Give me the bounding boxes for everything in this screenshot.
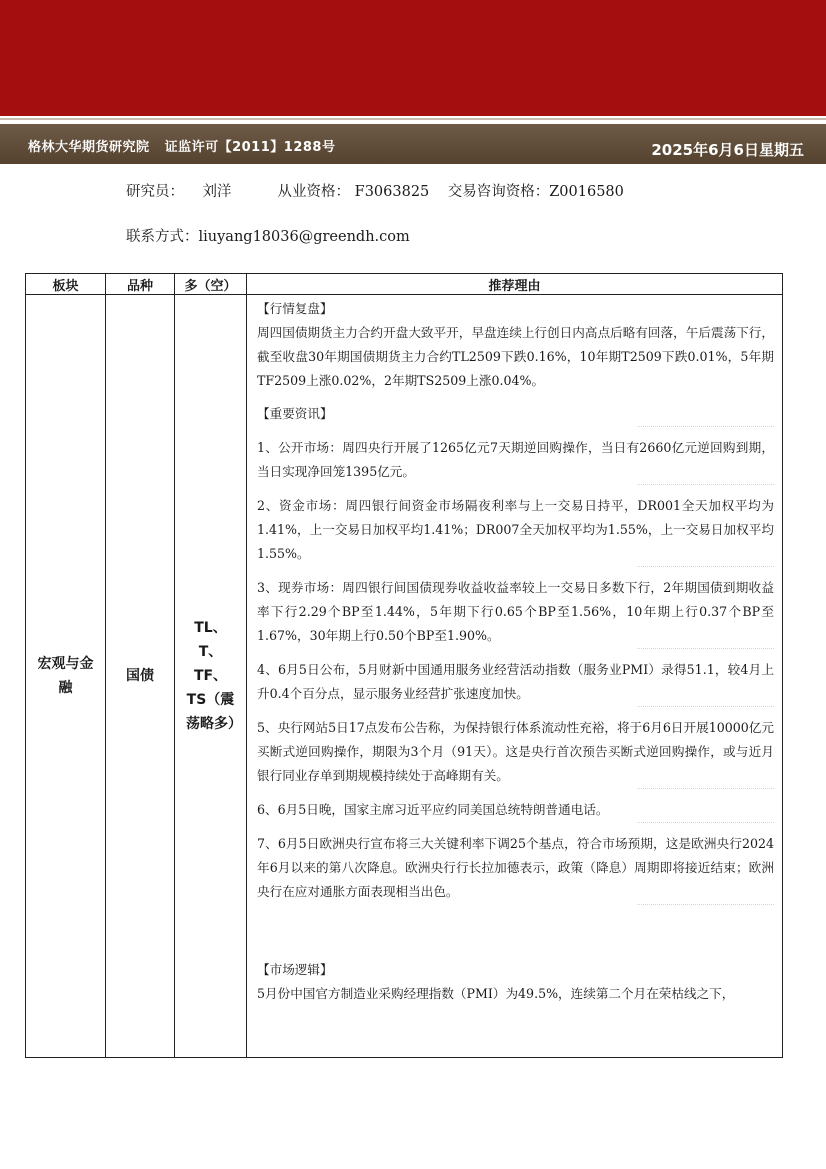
- consult-label: 交易咨询资格：: [447, 184, 550, 200]
- sector-text: 宏观与金融: [37, 656, 94, 696]
- institute-name: 格林大华期货研究院: [28, 140, 150, 155]
- news-item: 3、现券市场：周四银行间国债现券收益收益率较上一交易日多数下行，2年期国债到期收益率下行2.29个BP至1.44%，5年期下行0.65个BP至1.56%，10年期上行0.37个BP至1.67%，30年期上行0.50个BP至1.90%。: [257, 580, 774, 643]
- divider: [637, 426, 774, 436]
- divider: [637, 566, 774, 576]
- qualification-number: F3063825: [354, 184, 430, 200]
- news-heading: 【重要资讯】: [257, 406, 333, 421]
- direction-text: TL、T、TF、TS（震荡略多）: [186, 620, 242, 732]
- news-item: 2、资金市场：周四银行间资金市场隔夜利率与上一交易日持平，DR001全天加权平均为1.41%，上一交易日加权平均1.41%；DR007全天加权平均为1.55%，上一交易日加权平均1.55%。: [257, 498, 774, 561]
- sector-cell: [26, 295, 106, 1058]
- divider: [637, 904, 774, 914]
- header-product: 品种: [106, 274, 175, 295]
- reason-cell: [247, 295, 783, 1058]
- recommendation-table: [25, 273, 783, 1058]
- table-row: [26, 295, 783, 1058]
- market-review-text: 周四国债期货主力合约开盘大致平开，早盘连续上行创日内高点后略有回落，午后震荡下行，截至收盘30年期国债期货主力合约TL2509下跌0.16%，10年期T2509下跌0.01%，5年期TF2509上涨0.02%，2年期TS2509上涨0.04%。: [257, 325, 774, 388]
- header-divider: [0, 118, 826, 120]
- info-bar: [0, 124, 826, 164]
- news-item: 7、6月5日欧洲央行宣布将三大关键利率下调25个基点，符合市场预期，这是欧洲央行2024年6月以来的第八次降息。欧洲央行行长拉加德表示，政策（降息）周期即将接近结束；欧洲央行在应对通胀方面表现相当出色。: [257, 836, 774, 899]
- news-item: 1、公开市场：周四央行开展了1265亿元7天期逆回购操作，当日有2660亿元逆回购到期，当日实现净回笼1395亿元。: [257, 440, 774, 479]
- contact-email: liuyang18036@greendh.com: [198, 229, 410, 245]
- logic-heading: 【市场逻辑】: [257, 962, 333, 977]
- qualification-label: 从业资格：: [277, 184, 351, 200]
- consult-number: Z0016580: [549, 184, 624, 200]
- header-sector: 板块: [26, 274, 106, 295]
- news-item: 4、6月5日公布，5月财新中国通用服务业经营活动指数（服务业PMI）录得51.1，较4月上升0.4个百分点，显示服务业经营扩张速度加快。: [257, 662, 774, 701]
- researcher-name: 刘洋: [202, 184, 232, 200]
- news-item: 5、央行网站5日17点发布公告称，为保持银行体系流动性充裕，将于6月6日开展10000亿元买断式逆回购操作，期限为3个月（91天）。这是央行首次预告买断式逆回购操作，或与近月银行同业存单到期规模持续处于高峰期有关。: [257, 720, 774, 783]
- contact-line: [126, 225, 410, 246]
- institute-license: [28, 136, 335, 155]
- report-date: 2025年6月6日星期五: [651, 141, 804, 159]
- divider: [637, 822, 774, 832]
- logic-text: 5月份中国官方制造业采购经理指数（PMI）为49.5%，连续第二个月在荣枯线之下，: [257, 986, 735, 1001]
- divider: [637, 706, 774, 716]
- header-direction: 多（空）: [175, 274, 247, 295]
- header-reason: 推荐理由: [247, 274, 783, 295]
- divider: [637, 484, 774, 494]
- news-item: 6、6月5日晚，国家主席习近平应约同美国总统特朗普通电话。: [257, 802, 609, 817]
- researcher-line: [126, 180, 624, 201]
- reason-content: [247, 295, 782, 1006]
- product-cell: 国债: [106, 295, 175, 1058]
- direction-cell: [175, 295, 247, 1058]
- table-header-row: [26, 274, 783, 295]
- header-banner: [0, 0, 826, 116]
- market-review-heading: 【行情复盘】: [257, 301, 333, 316]
- researcher-label: 研究员：: [126, 184, 184, 200]
- contact-label: 联系方式：: [126, 229, 199, 245]
- divider: [637, 788, 774, 798]
- divider: [637, 648, 774, 658]
- license-number: 证监许可【2011】1288号: [164, 140, 336, 155]
